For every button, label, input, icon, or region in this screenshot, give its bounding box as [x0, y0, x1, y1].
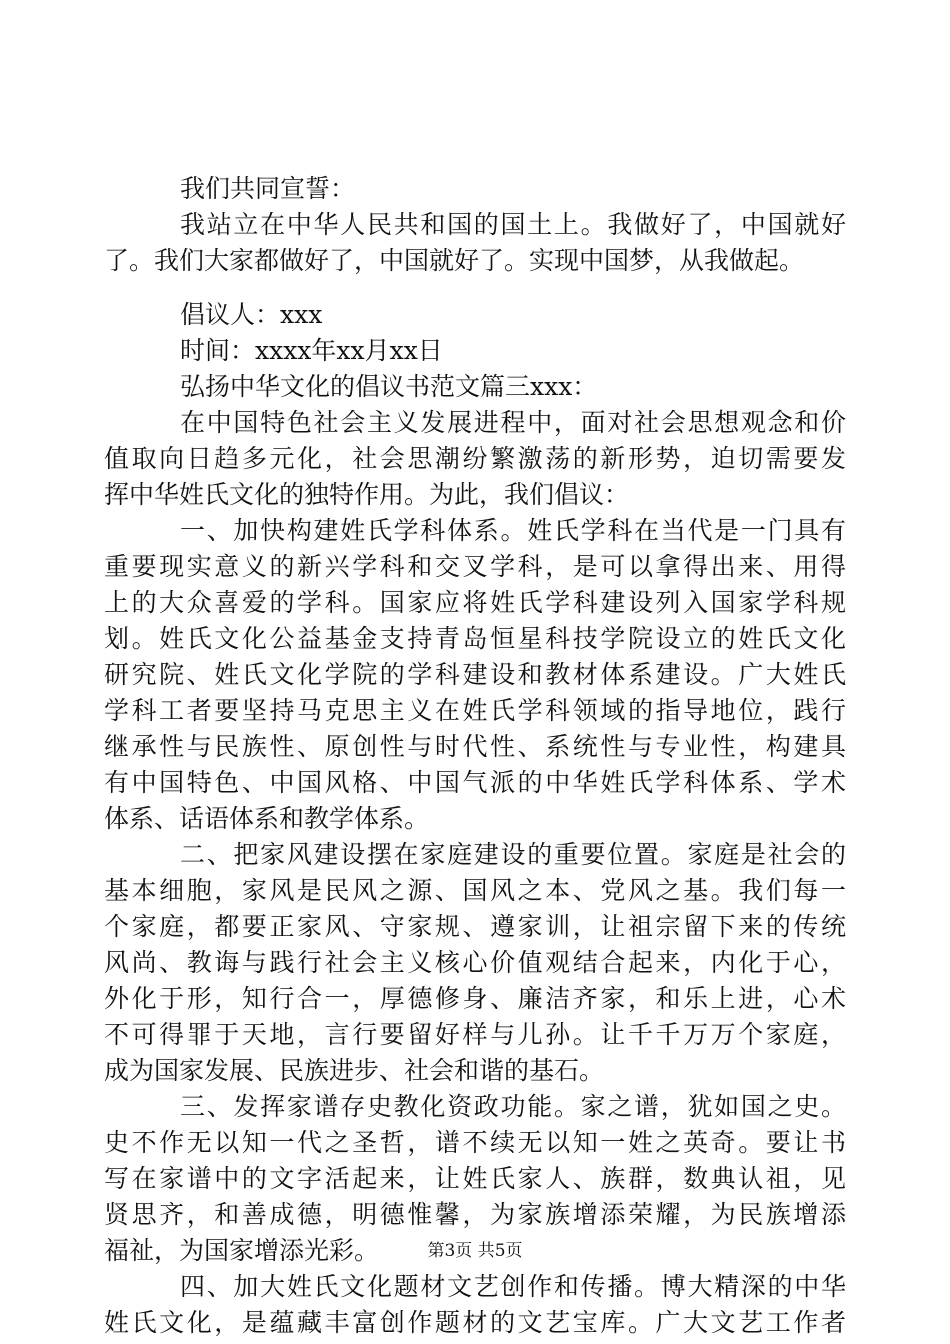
- paragraph-line: 学科工者要坚持马克思主义在姓氏学科领域的指导地位，践行: [104, 696, 846, 725]
- paragraph-line: 体系、话语体系和教学体系。: [104, 804, 430, 833]
- paragraph-line: 成为国家发展、民族进步、社会和谐的基石。: [104, 1056, 605, 1085]
- paragraph-line: 基本细胞，家风是民风之源、国风之本、党风之基。我们每一: [104, 876, 846, 905]
- paragraph-line: 不可得罪于天地，言行要留好样与儿孙。让千千万万个家庭，: [104, 1020, 846, 1049]
- paragraph-line: 二、把家风建设摆在家庭建设的重要位置。家庭是社会的: [180, 840, 846, 869]
- intro-line: 挥中华姓氏文化的独特作用。为此，我们倡议：: [104, 480, 630, 509]
- intro-line: 在中国特色社会主义发展进程中，面对社会思想观念和价: [180, 408, 846, 437]
- paragraph-line: 重要现实意义的新兴学科和交叉学科，是可以拿得出来、用得: [104, 552, 846, 581]
- oath-line: 了。我们大家都做好了，中国就好了。实现中国梦，从我做起。: [104, 246, 805, 275]
- paragraph-line: 写在家谱中的文字活起来，让姓氏家人、族群，数典认祖，见: [104, 1164, 846, 1193]
- paragraph-line: 福祉，为国家增添光彩。: [104, 1236, 380, 1265]
- intro-line: 值取向日趋多元化，社会思潮纷繁激荡的新形势，迫切需要发: [104, 444, 846, 473]
- paragraph-line: 姓氏文化，是蕴藏丰富创作题材的文艺宝库。广大文艺工作者: [104, 1308, 846, 1337]
- paragraph-line: 风尚、教诲与践行社会主义核心价值观结合起来，内化于心，: [104, 948, 846, 977]
- paragraph-line: 三、发挥家谱存史教化资政功能。家之谱，犹如国之史。: [180, 1092, 846, 1121]
- paragraph-line: 一、加快构建姓氏学科体系。姓氏学科在当代是一门具有: [180, 516, 846, 545]
- paragraph-line: 四、加大姓氏文化题材文艺创作和传播。博大精深的中华: [180, 1272, 846, 1301]
- paragraph-line: 研究院、姓氏文化学院的学科建设和教材体系建设。广大姓氏: [104, 660, 846, 689]
- initiator-line: 倡议人：xxx: [180, 300, 323, 329]
- paragraph-line: 划。姓氏文化公益基金支持青岛恒星科技学院设立的姓氏文化: [104, 624, 846, 653]
- oath-line: 我站立在中华人民共和国的国土上。我做好了，中国就好: [180, 210, 846, 239]
- paragraph-line: 上的大众喜爱的学科。国家应将姓氏学科建设列入国家学科规: [104, 588, 846, 617]
- page-footer: 第3页 共5页: [427, 1241, 523, 1261]
- paragraph-line: 个家庭，都要正家风、守家规、遵家训，让祖宗留下来的传统: [104, 912, 846, 941]
- paragraph-line: 史不作无以知一代之圣哲，谱不续无以知一姓之英奇。要让书: [104, 1128, 846, 1157]
- paragraph-line: 外化于形，知行合一，厚德修身、廉洁齐家，和乐上进，心术: [104, 984, 846, 1013]
- oath-heading: 我们共同宣誓：: [180, 174, 356, 203]
- paragraph-line: 继承性与民族性、原创性与时代性、系统性与专业性，构建具: [104, 732, 846, 761]
- oath-block: [104, 171, 846, 279]
- paragraph-line: 贤思齐，和善成德，明德惟馨，为家族增添荣耀，为民族增添: [104, 1200, 846, 1229]
- paragraph-line: 有中国特色、中国风格、中国气派的中华姓氏学科体系、学术: [104, 768, 846, 797]
- signature-block: [104, 297, 846, 1341]
- date-line: 时间：xxxx年xx月xx日: [180, 336, 443, 365]
- section-title: 弘扬中华文化的倡议书范文篇三xxx：: [180, 372, 598, 401]
